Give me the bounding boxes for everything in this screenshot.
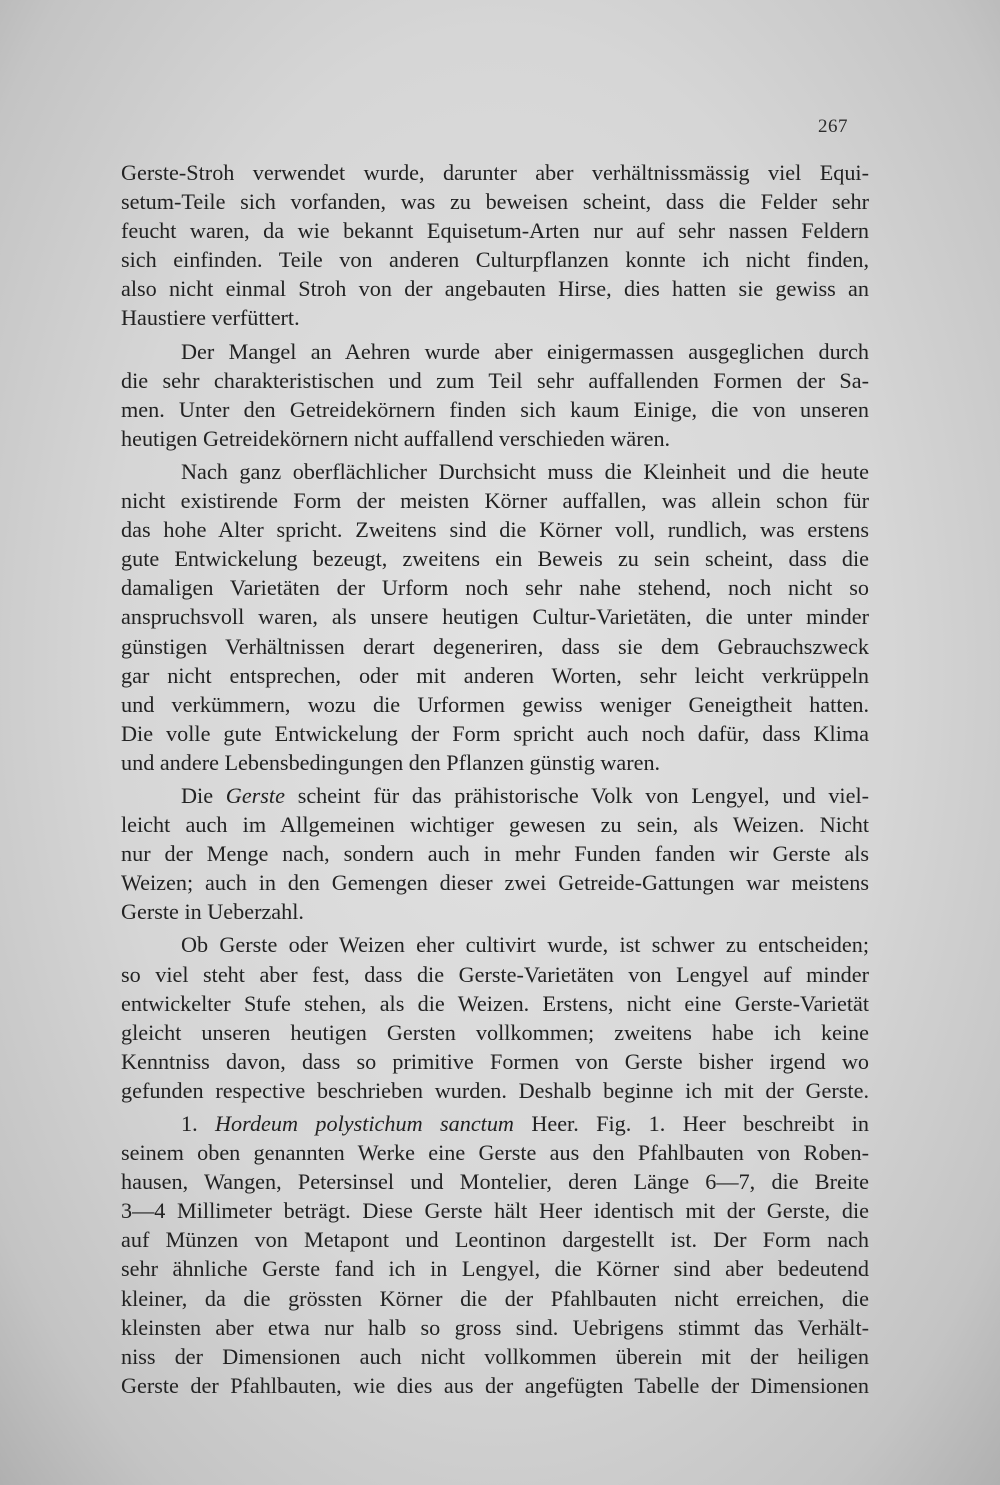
text-line: seinem oben genannten Werke eine Gerste aus den Pfahlbauten von Roben- [121, 1140, 869, 1166]
text-line: gefunden respective beschrieben wurden. Deshalb beginne ich mit der Gerste. [121, 1077, 869, 1103]
text-line: Gerste der Pfahlbauten, wie dies aus der angefügten Tabelle der Dimensionen [121, 1372, 869, 1398]
text-line: sehr ähnliche Gerste fand ich in Lengyel, die Körner sind aber bedeutend [121, 1256, 869, 1282]
text-line: feucht waren, da wie bekannt Equisetum-Arten nur auf sehr nassen Feldern [121, 218, 869, 244]
text-fragment: 1. [181, 1111, 216, 1136]
text-line: damaligen Varietäten der Urform noch sehr nahe stehend, noch nicht so [121, 575, 869, 601]
text-line: Kenntniss davon, dass so primitive Formen von Gerste bisher irgend wo [121, 1048, 869, 1074]
page-number: 267 [818, 116, 848, 137]
body-text [121, 158, 869, 1400]
text-line: günstigen Verhältnissen derart degeneriren, dass sie dem Gebrauchszweck [121, 633, 869, 659]
text-line: gar nicht entsprechen, oder mit anderen Worten, sehr leicht verkrüppeln [121, 662, 869, 688]
text-line: heutigen Getreidekörnern nicht auffallend verschieden wären. [121, 425, 671, 451]
text-line: Weizen; auch in den Gemengen dieser zwei Getreide-Gattungen war meistens [121, 870, 869, 896]
text-line: und verkümmern, wozu die Urformen gewiss weniger Geneigtheit hatten. [121, 691, 869, 717]
text-line: 3—4 Millimeter beträgt. Diese Gerste hält Heer identisch mit der Gerste, die [121, 1198, 869, 1224]
italic-term: Gerste [225, 782, 285, 808]
text-line: nicht existirende Form der meisten Körner auffallen, was allein schon für [121, 488, 869, 514]
text-line: anspruchsvoll waren, als unsere heutigen Cultur-Varietäten, die unter minder [121, 604, 869, 630]
text-line: sich einfinden. Teile von anderen Culturpflanzen konnte ich nicht finden, [121, 247, 869, 273]
text-line: niss der Dimensionen auch nicht vollkommen überein mit der heiligen [121, 1343, 869, 1369]
text-line: auf Münzen von Metapont und Leontinon dargestellt ist. Der Form nach [121, 1227, 869, 1253]
text-line: Gerste-Stroh verwendet wurde, darunter aber verhältnissmässig viel Equi- [121, 160, 869, 185]
text-line: Ob Gerste oder Weizen eher cultivirt wurde, ist schwer zu entscheiden; [181, 932, 869, 958]
text-line: leicht auch im Allgemeinen wichtiger gewesen zu sein, als Weizen. Nicht [121, 812, 869, 838]
text-line: nur der Menge nach, sondern auch in mehr Funden fanden wir Gerste als [121, 841, 869, 867]
text-line: kleiner, da die grössten Körner die der Pfahlbauten nicht erreichen, die [121, 1285, 869, 1311]
text-line: Der Mangel an Aehren wurde aber einigermassen ausgeglichen durch [181, 338, 869, 364]
text-line: und andere Lebensbedingungen den Pflanzen günstig waren. [121, 749, 661, 775]
text-line: Nach ganz oberflächlicher Durchsicht muss die Kleinheit und die heute [181, 458, 869, 484]
text-line: setum-Teile sich vorfanden, was zu beweisen scheint, dass die Felder sehr [121, 189, 869, 215]
text-fragment: scheint für das prähistorische Volk von Lengyel, und viel- [284, 782, 870, 808]
text-line: Haustiere verfüttert. [121, 305, 300, 331]
text-line: also nicht einmal Stroh von der angebauten Hirse, dies hatten sie gewiss an [121, 276, 869, 302]
text-line: entwickelter Stufe stehen, als die Weizen. Erstens, nicht eine Gerste-Varietät [121, 990, 869, 1016]
text-fragment: Die [181, 782, 226, 808]
text-fragment: Heer. Fig. 1. Heer beschreibt in [513, 1111, 869, 1136]
text-line: hausen, Wangen, Petersinsel und Montelier, deren Länge 6—7, die Breite [121, 1169, 869, 1195]
text-line: Die volle gute Entwickelung der Form spricht auch noch dafür, dass Klima [121, 720, 869, 746]
text-line: die sehr charakteristischen und zum Teil sehr auffallenden Formen der Sa- [121, 367, 869, 393]
italic-term: Hordeum polystichum sanctum [215, 1111, 514, 1136]
text-line [121, 781, 869, 810]
text-line [121, 1109, 869, 1138]
text-line: das hohe Alter spricht. Zweitens sind die Körner voll, rundlich, was erstens [121, 517, 869, 543]
text-line: gute Entwickelung bezeugt, zweitens ein Beweis zu sein scheint, dass die [121, 546, 869, 572]
text-line: kleinsten aber etwa nur halb so gross sind. Uebrigens stimmt das Verhält- [121, 1314, 869, 1340]
text-line: men. Unter den Getreidekörnern finden sich kaum Einige, die von unseren [121, 396, 869, 422]
text-line: Gerste in Ueberzahl. [121, 899, 304, 925]
text-line: so viel steht aber fest, dass die Gerste-Varietäten von Lengyel auf minder [121, 961, 869, 987]
text-line: gleicht unseren heutigen Gersten vollkommen; zweitens habe ich keine [121, 1019, 869, 1045]
